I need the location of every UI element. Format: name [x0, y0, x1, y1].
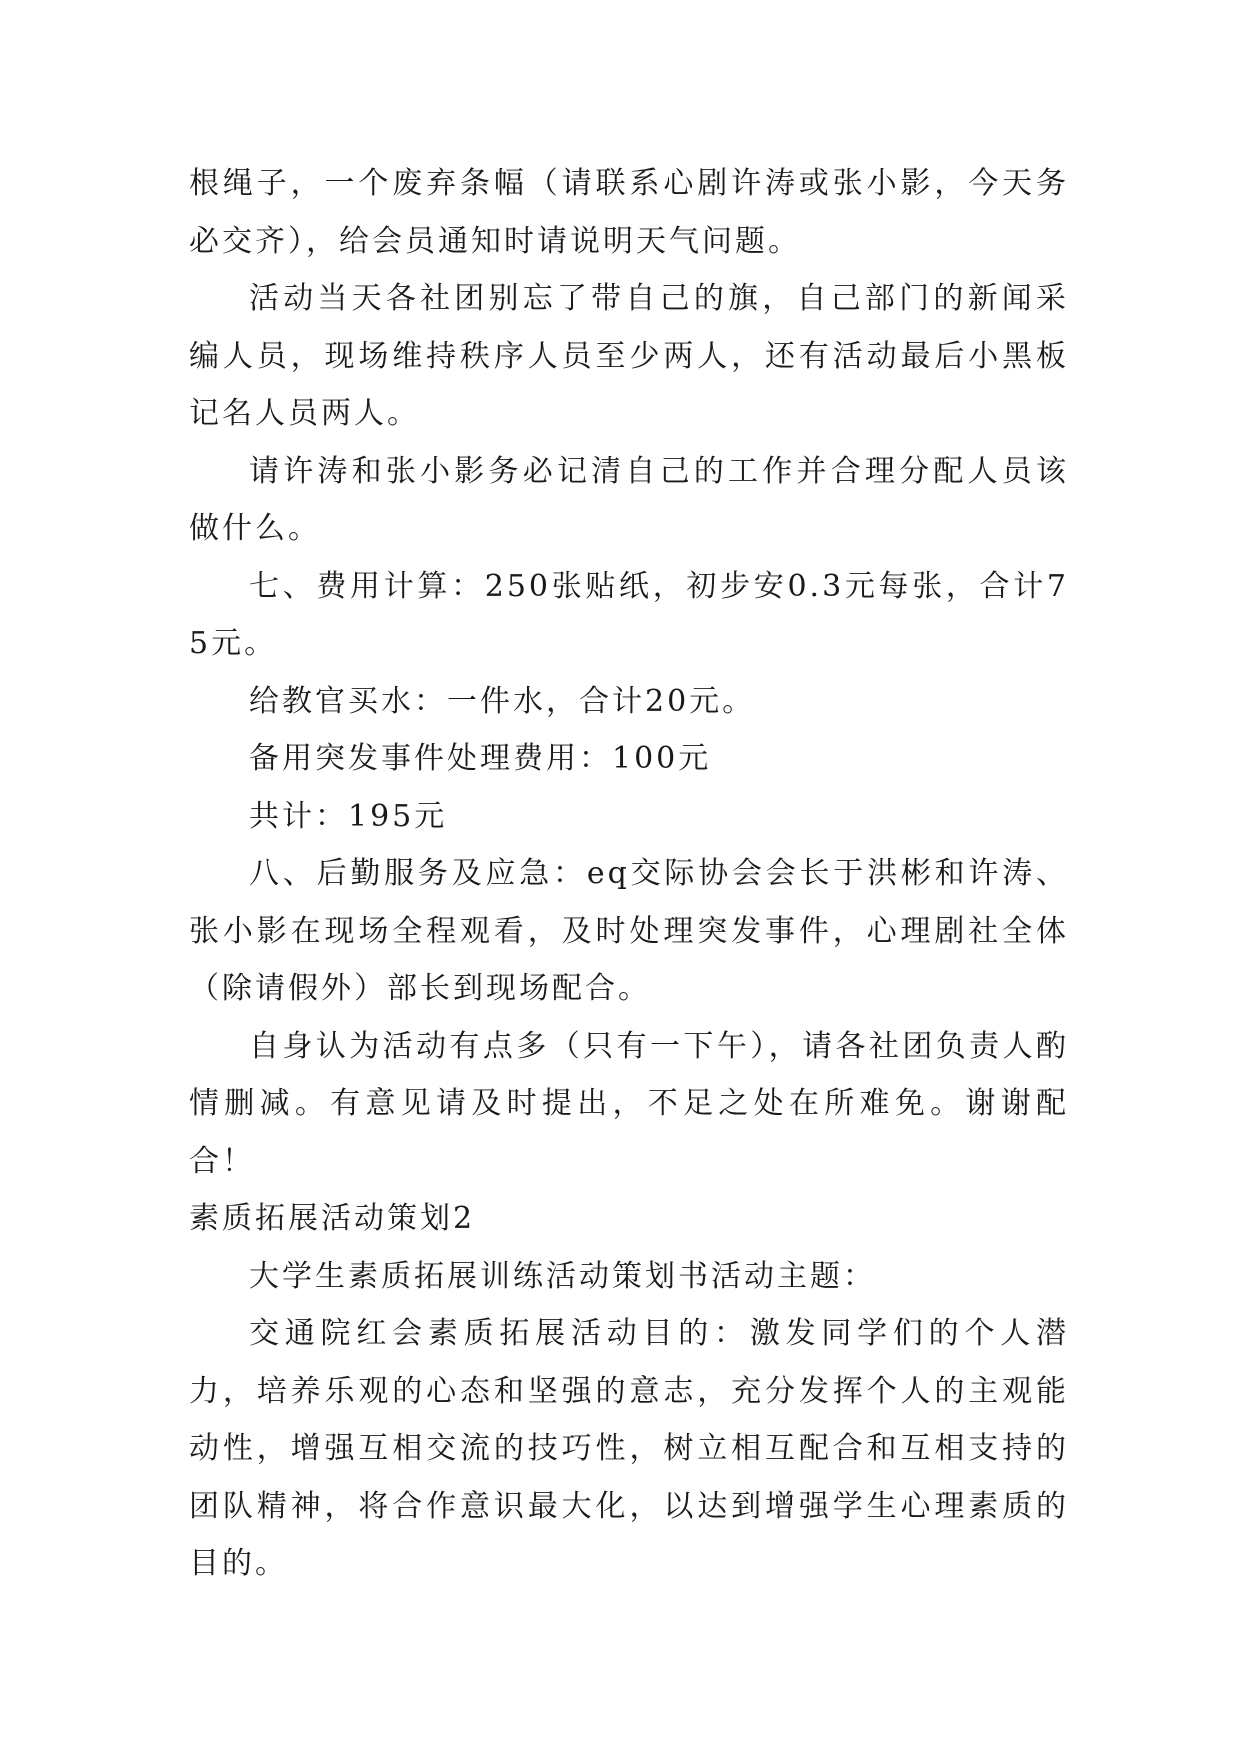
paragraph-flags-staff: 活动当天各社团别忘了带自己的旗，自己部门的新闻采编人员，现场维持秩序人员至少两人，还有活动最后小黑板记名人员两人。 — [189, 281, 1069, 431]
document-body — [189, 155, 1069, 1593]
paragraph-cost-stickers: 七、费用计算：250张贴纸，初步安0.3元每张，合计75元。 — [189, 568, 1069, 661]
paragraph-theme: 大学生素质拓展训练活动策划书活动主题： — [249, 1258, 876, 1294]
paragraph-cost-water: 给教官买水：一件水，合计20元。 — [249, 683, 756, 719]
paragraph-materials: 根绳子，一个废弃条幅（请联系心剧许涛或张小影，今天务必交齐），给会员通知时请说明天气问题。 — [189, 166, 1069, 259]
section-title: 素质拓展活动策划2 — [189, 1201, 476, 1236]
paragraph-assignments: 请许涛和张小影务必记清自己的工作并合理分配人员该做什么。 — [189, 453, 1069, 546]
paragraph-cost-emergency: 备用突发事件处理费用：100元 — [249, 741, 712, 776]
paragraph-purpose: 交通院红会素质拓展活动目的：激发同学们的个人潜力，培养乐观的心态和坚强的意志，充分发挥个人的主观能动性，增强互相交流的技巧性，树立相互配合和互相支持的团队精神，将合作意识最大化，以达到增强学生心理素质的目的。 — [189, 1316, 1069, 1581]
paragraph-closing: 自身认为活动有点多（只有一下午），请各社团负责人酌情删减。有意见请及时提出，不足之处在所难免。谢谢配合！ — [189, 1028, 1069, 1179]
paragraph-logistics: 八、后勤服务及应急：eq交际协会会长于洪彬和许涛、张小影在现场全程观看，及时处理突发事件，心理剧社全体（除请假外）部长到现场配合。 — [189, 856, 1069, 1006]
paragraph-cost-total: 共计：195元 — [249, 798, 448, 834]
